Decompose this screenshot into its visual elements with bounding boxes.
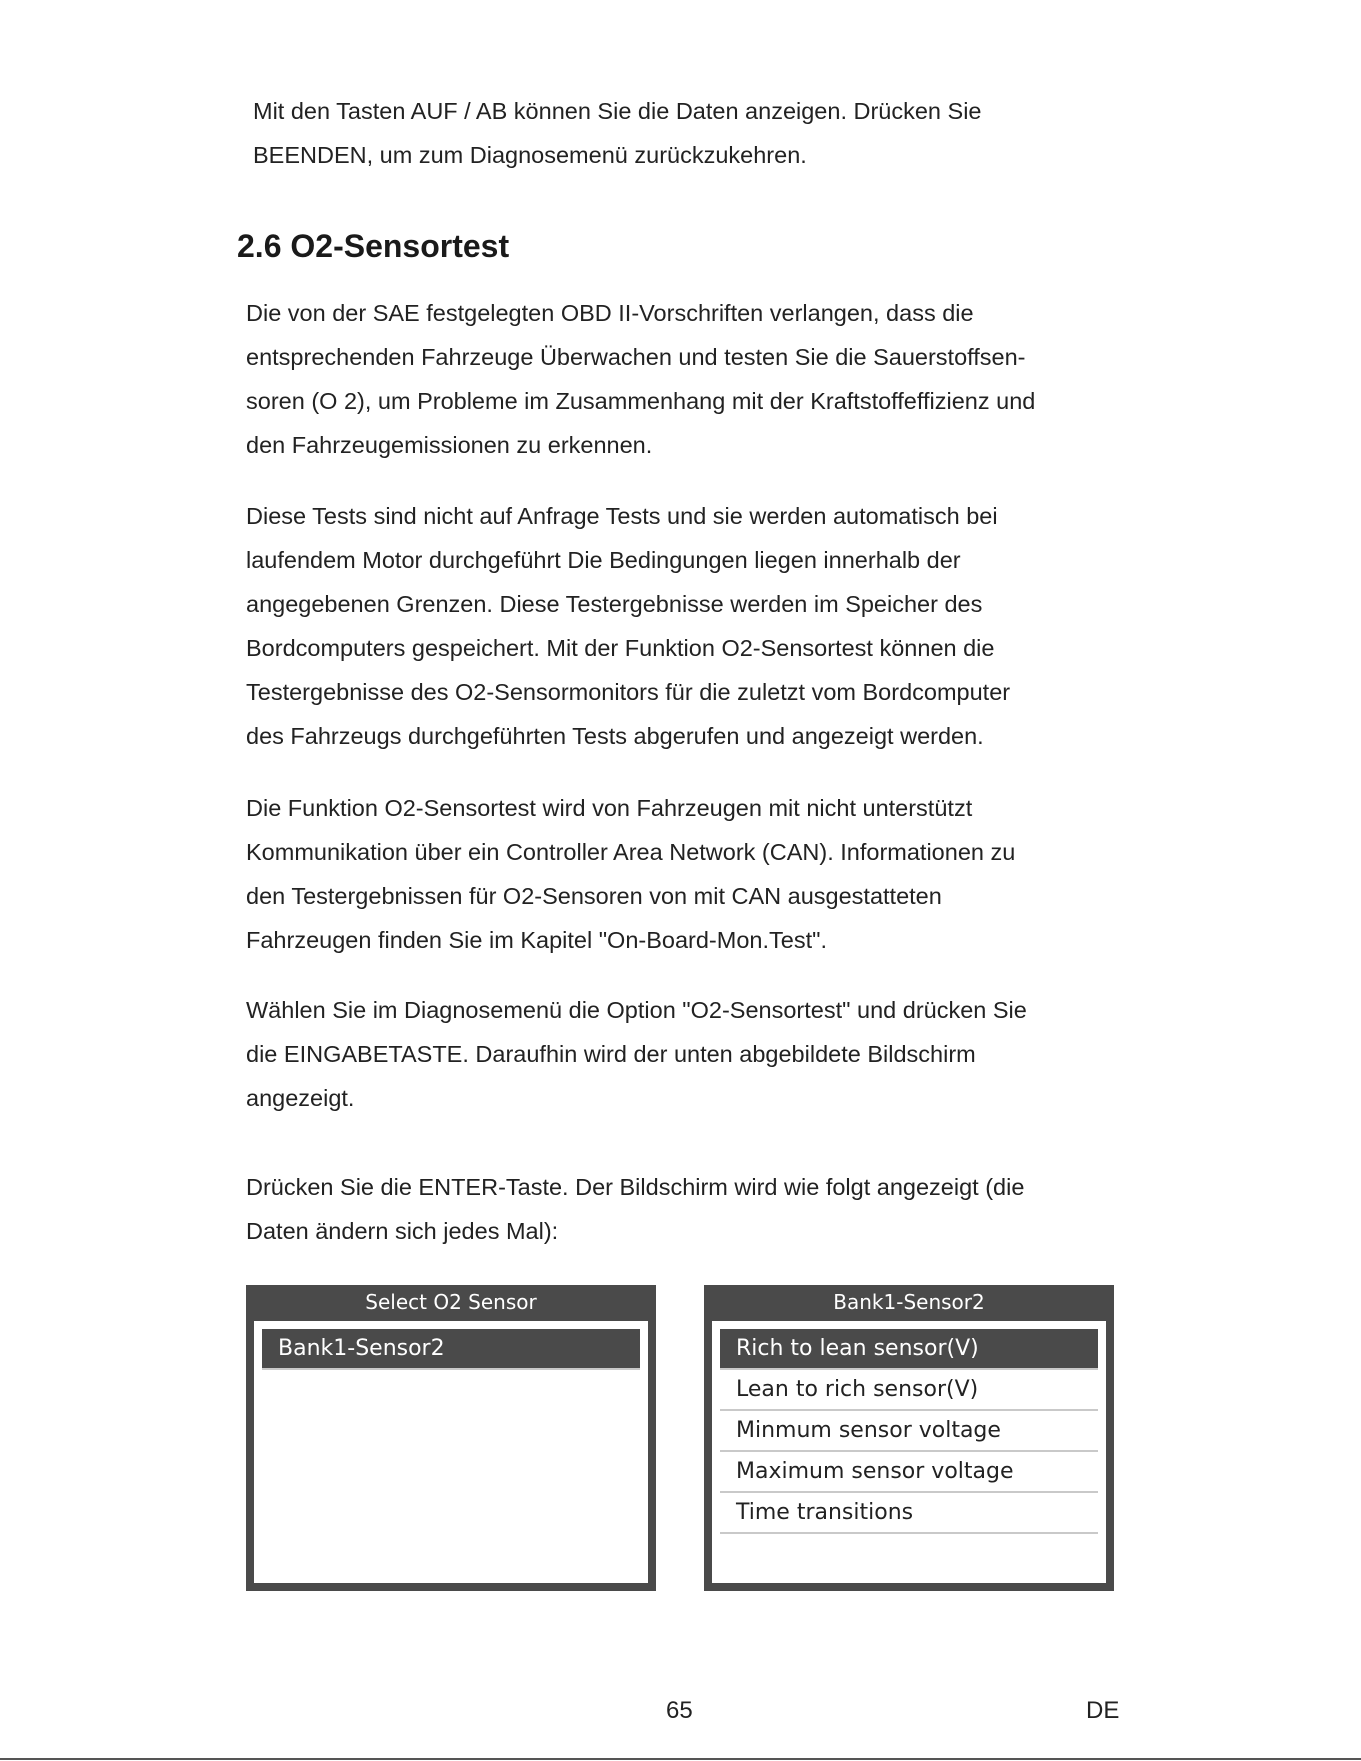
menu-item-lean-to-rich[interactable]: Lean to rich sensor(V) bbox=[720, 1370, 1098, 1411]
menu-item-minimum-voltage[interactable]: Minmum sensor voltage bbox=[720, 1411, 1098, 1452]
menu-item-maximum-voltage[interactable]: Maximum sensor voltage bbox=[720, 1452, 1098, 1493]
paragraph-line: des Fahrzeugs durchgeführten Tests abgerufen und angezeigt werden. bbox=[246, 723, 984, 749]
paragraph-automatic-tests bbox=[246, 494, 1136, 758]
paragraph-line: angezeigt. bbox=[246, 1085, 355, 1111]
paragraph-line: Die von der SAE festgelegten OBD II-Vorschriften verlangen, dass die bbox=[246, 300, 974, 326]
screen-menu bbox=[254, 1321, 648, 1583]
paragraph-press-enter bbox=[246, 1165, 1136, 1253]
device-screen-select-sensor bbox=[246, 1285, 656, 1591]
paragraph-line: Testergebnisse des O2-Sensormonitors für die zuletzt vom Bordcomputer bbox=[246, 679, 1011, 705]
device-screen-bank1-sensor2 bbox=[704, 1285, 1114, 1591]
paragraph-line: den Testergebnissen für O2-Sensoren von mit CAN ausgestatteten bbox=[246, 883, 942, 909]
paragraph-line: die EINGABETASTE. Daraufhin wird der unten abgebildete Bildschirm bbox=[246, 1041, 976, 1067]
paragraph-line: Drücken Sie die ENTER-Taste. Der Bildschirm wird wie folgt angezeigt (die bbox=[246, 1174, 1025, 1200]
paragraph-line: Daten ändern sich jedes Mal): bbox=[246, 1218, 559, 1244]
paragraph-select-option bbox=[246, 988, 1136, 1120]
paragraph-can-support bbox=[246, 786, 1136, 962]
intro-line: Mit den Tasten AUF / AB können Sie die Daten anzeigen. Drücken Sie bbox=[253, 98, 982, 124]
paragraph-line: Diese Tests sind nicht auf Anfrage Tests und sie werden automatisch bei bbox=[246, 503, 998, 529]
screen-title: Select O2 Sensor bbox=[365, 1290, 537, 1314]
paragraph-line: Kommunikation über ein Controller Area Network (CAN). Informationen zu bbox=[246, 839, 1016, 865]
language-code: DE bbox=[1086, 1697, 1120, 1724]
paragraph-line: Bordcomputers gespeichert. Mit der Funktion O2-Sensortest können die bbox=[246, 635, 995, 661]
menu-item-bank1-sensor2[interactable]: Bank1-Sensor2 bbox=[262, 1329, 640, 1370]
section-heading: 2.6 O2-Sensortest bbox=[237, 228, 510, 264]
paragraph-obd-regulations bbox=[246, 291, 1136, 467]
paragraph-line: laufendem Motor durchgeführt Die Bedingungen liegen innerhalb der bbox=[246, 547, 961, 573]
paragraph-line: entsprechenden Fahrzeuge Überwachen und testen Sie die Sauerstoffsen- bbox=[246, 344, 1026, 370]
paragraph-line: Wählen Sie im Diagnosemenü die Option "O2-Sensortest" und drücken Sie bbox=[246, 997, 1027, 1023]
paragraph-line: den Fahrzeugemissionen zu erkennen. bbox=[246, 432, 653, 458]
paragraph-line: soren (O 2), um Probleme im Zusammenhang mit der Kraftstoffeffizienz und bbox=[246, 388, 1036, 414]
menu-item-time-transitions[interactable]: Time transitions bbox=[720, 1493, 1098, 1534]
bottom-divider bbox=[0, 1758, 1361, 1760]
page-number: 65 bbox=[666, 1697, 693, 1724]
intro-paragraph bbox=[253, 89, 1143, 177]
paragraph-line: angegebenen Grenzen. Diese Testergebnisse werden im Speicher des bbox=[246, 591, 983, 617]
screen-menu bbox=[712, 1321, 1106, 1583]
screen-title: Bank1-Sensor2 bbox=[833, 1290, 985, 1314]
menu-item-rich-to-lean[interactable]: Rich to lean sensor(V) bbox=[720, 1329, 1098, 1370]
paragraph-line: Die Funktion O2-Sensortest wird von Fahrzeugen mit nicht unterstützt bbox=[246, 795, 973, 821]
intro-line: BEENDEN, um zum Diagnosemenü zurückzukehren. bbox=[253, 142, 807, 168]
paragraph-line: Fahrzeugen finden Sie im Kapitel "On-Board-Mon.Test". bbox=[246, 927, 827, 953]
